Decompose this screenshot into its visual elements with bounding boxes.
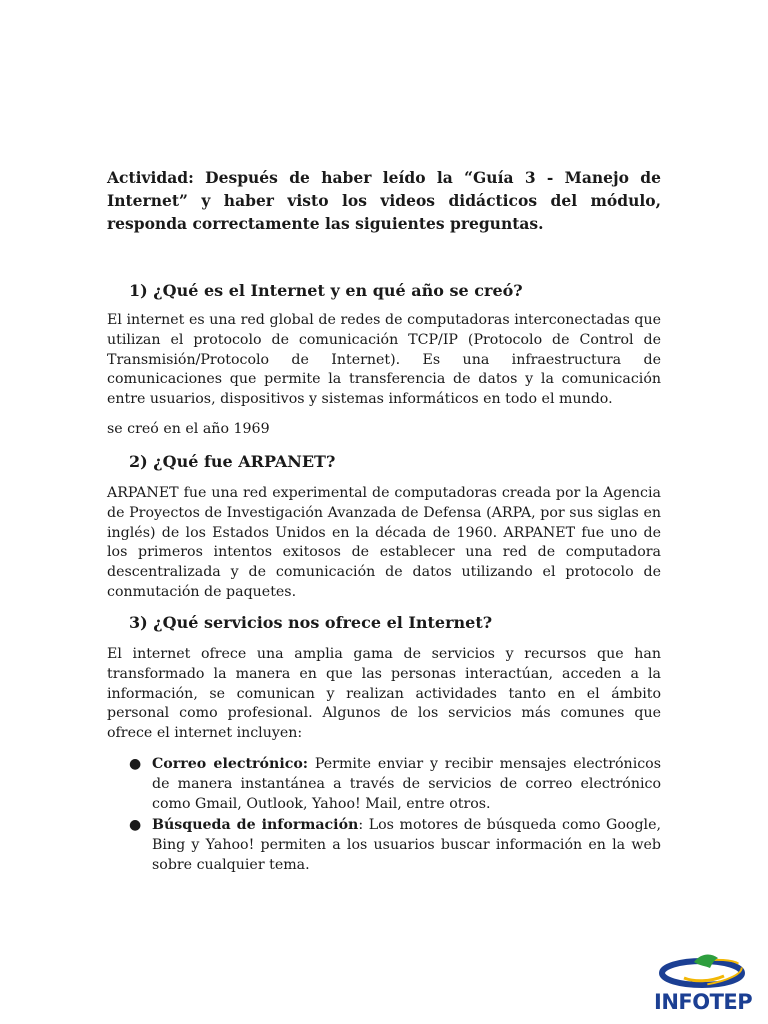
bullet-icon: ● bbox=[129, 756, 142, 772]
question-2-title: 2) ¿Qué fue ARPANET? bbox=[129, 452, 336, 471]
infotep-logo bbox=[654, 948, 753, 1024]
bullet-icon: ● bbox=[129, 817, 142, 834]
service-term: Correo electrónico: bbox=[152, 756, 309, 772]
question-3-title: 3) ¿Qué servicios nos ofrece el Internet? bbox=[129, 613, 493, 632]
list-item bbox=[129, 755, 661, 814]
question-1-title: 1) ¿Qué es el Internet y en qué año se creó? bbox=[129, 281, 523, 300]
service-description: : Los motores de búsqueda como Google, Bing y Yahoo! permiten a los usuarios buscar información en la web sobre cualquier tema. bbox=[152, 817, 661, 873]
question-3-answer: El internet ofrece una amplia gama de servicios y recursos que han transformado la manera en que las personas interactúan, acceden a la información, se comunican y realizan actividades tanto en el ámbito personal como profesional. Algunos de los servicios más comunes que ofrece el internet incluyen: bbox=[107, 646, 661, 742]
infotep-logo-emblem bbox=[654, 948, 750, 994]
services-list bbox=[129, 755, 661, 878]
service-term: Búsqueda de información bbox=[152, 817, 359, 834]
question-1-answer: El internet es una red global de redes de computadoras interconectadas que utilizan el protocolo de comunicación TCP/IP (Protocolo de Control de Transmisión/Protocolo de Internet). Es una infraestructura de comunicaciones que permite la transferencia de datos y la comunicación entre usuarios, dispositivos y sistemas informáticos en todo el mundo. bbox=[107, 312, 661, 408]
infotep-logo-text: INFOTEP bbox=[654, 990, 753, 1014]
service-description: Permite enviar y recibir mensajes electrónicos de manera instantánea a través de servicios de correo electrónico como Gmail, Outlook, Yahoo! Mail, entre otros. bbox=[152, 756, 661, 812]
question-1-year: se creó en el año 1969 bbox=[107, 421, 270, 437]
activity-instructions: Actividad: Después de haber leído la “Guía 3 - Manejo de Internet” y haber visto los videos didácticos del módulo, responda correctamente las siguientes preguntas. bbox=[107, 168, 661, 233]
question-2-answer: ARPANET fue una red experimental de computadoras creada por la Agencia de Proyectos de Investigación Avanzada de Defensa (ARPA, por sus siglas en inglés) de los Estados Unidos en la década de 1960. ARPANET fue uno de los primeros intentos exitosos de establecer una red de computadora descentralizada y de comunicación de datos utilizando el protocolo de conmutación de paquetes. bbox=[107, 485, 661, 600]
list-item bbox=[129, 816, 661, 875]
